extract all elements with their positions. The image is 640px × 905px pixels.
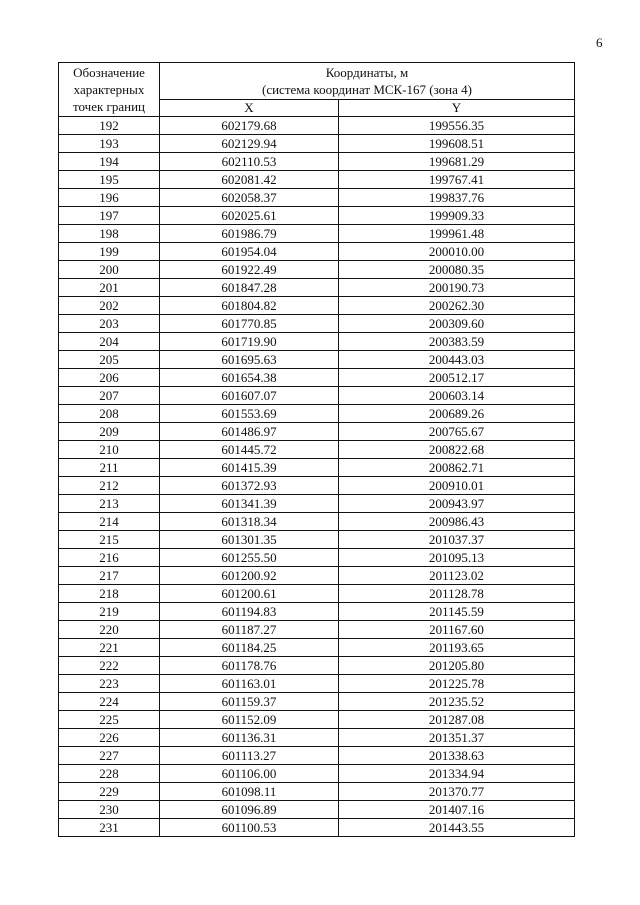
table-body <box>59 117 575 837</box>
point-number-cell: 225 <box>59 711 160 729</box>
table-row <box>59 459 575 477</box>
x-coordinate-cell: 601607.07 <box>160 387 339 405</box>
point-number-cell: 219 <box>59 603 160 621</box>
x-coordinate-cell: 601255.50 <box>160 549 339 567</box>
x-coordinate-cell: 601187.27 <box>160 621 339 639</box>
y-coordinate-cell: 200383.59 <box>339 333 575 351</box>
y-coordinate-cell: 200862.71 <box>339 459 575 477</box>
y-coordinate-cell: 201225.78 <box>339 675 575 693</box>
y-coordinate-cell: 200010.00 <box>339 243 575 261</box>
y-coordinate-cell: 200443.03 <box>339 351 575 369</box>
point-number-cell: 221 <box>59 639 160 657</box>
x-coordinate-cell: 601318.34 <box>160 513 339 531</box>
point-number-cell: 231 <box>59 819 160 837</box>
y-coordinate-cell: 201205.80 <box>339 657 575 675</box>
x-coordinate-cell: 601178.76 <box>160 657 339 675</box>
x-coordinate-cell: 601445.72 <box>160 441 339 459</box>
table-row <box>59 405 575 423</box>
point-number-cell: 222 <box>59 657 160 675</box>
table-row <box>59 819 575 837</box>
point-number-cell: 224 <box>59 693 160 711</box>
y-coordinate-cell: 200080.35 <box>339 261 575 279</box>
point-header-line-2: характерных <box>73 82 145 97</box>
y-coordinate-cell: 199556.35 <box>339 117 575 135</box>
point-number-cell: 230 <box>59 801 160 819</box>
y-coordinate-cell: 201167.60 <box>339 621 575 639</box>
y-coordinate-cell: 199909.33 <box>339 207 575 225</box>
y-coordinate-cell: 200689.26 <box>339 405 575 423</box>
point-number-cell: 202 <box>59 297 160 315</box>
x-coordinate-cell: 601770.85 <box>160 315 339 333</box>
x-coordinate-cell: 601986.79 <box>160 225 339 243</box>
y-coordinate-cell: 201338.63 <box>339 747 575 765</box>
x-coordinate-cell: 601553.69 <box>160 405 339 423</box>
table-row <box>59 333 575 351</box>
x-coordinate-cell: 602025.61 <box>160 207 339 225</box>
table-row <box>59 801 575 819</box>
point-number-cell: 205 <box>59 351 160 369</box>
y-coordinate-cell: 199681.29 <box>339 153 575 171</box>
point-number-cell: 217 <box>59 567 160 585</box>
point-number-cell: 227 <box>59 747 160 765</box>
point-number-cell: 210 <box>59 441 160 459</box>
y-coordinate-cell: 200822.68 <box>339 441 575 459</box>
y-coordinate-cell: 201193.65 <box>339 639 575 657</box>
x-coordinate-cell: 601922.49 <box>160 261 339 279</box>
x-coordinate-cell: 601159.37 <box>160 693 339 711</box>
table-row <box>59 225 575 243</box>
x-coordinate-cell: 601100.53 <box>160 819 339 837</box>
table-row <box>59 765 575 783</box>
point-number-cell: 194 <box>59 153 160 171</box>
point-number-cell: 211 <box>59 459 160 477</box>
point-number-cell: 223 <box>59 675 160 693</box>
point-number-cell: 208 <box>59 405 160 423</box>
table-row <box>59 351 575 369</box>
x-coordinate-cell: 601184.25 <box>160 639 339 657</box>
table-row <box>59 117 575 135</box>
point-number-cell: 226 <box>59 729 160 747</box>
y-coordinate-cell: 201287.08 <box>339 711 575 729</box>
y-coordinate-cell: 200765.67 <box>339 423 575 441</box>
y-coordinate-cell: 201407.16 <box>339 801 575 819</box>
x-coordinate-cell: 601096.89 <box>160 801 339 819</box>
y-coordinate-cell: 201123.02 <box>339 567 575 585</box>
table-row <box>59 243 575 261</box>
x-coordinate-cell: 601486.97 <box>160 423 339 441</box>
point-number-cell: 228 <box>59 765 160 783</box>
table-row <box>59 513 575 531</box>
point-designation-header <box>59 63 160 117</box>
point-number-cell: 203 <box>59 315 160 333</box>
x-coordinate-cell: 601695.63 <box>160 351 339 369</box>
x-coordinate-cell: 601200.92 <box>160 567 339 585</box>
x-coordinate-cell: 601301.35 <box>160 531 339 549</box>
table-row <box>59 135 575 153</box>
table-row <box>59 153 575 171</box>
x-coordinate-cell: 601113.27 <box>160 747 339 765</box>
table-row <box>59 747 575 765</box>
page-number: 6 <box>596 35 603 50</box>
point-number-cell: 229 <box>59 783 160 801</box>
table-row <box>59 477 575 495</box>
x-column-header: X <box>160 100 339 117</box>
point-number-cell: 207 <box>59 387 160 405</box>
table-row <box>59 621 575 639</box>
x-coordinate-cell: 601098.11 <box>160 783 339 801</box>
table-row <box>59 549 575 567</box>
y-coordinate-cell: 201351.37 <box>339 729 575 747</box>
point-number-cell: 206 <box>59 369 160 387</box>
point-number-cell: 209 <box>59 423 160 441</box>
table-row <box>59 297 575 315</box>
point-number-cell: 212 <box>59 477 160 495</box>
y-coordinate-cell: 200603.14 <box>339 387 575 405</box>
table-row <box>59 189 575 207</box>
table-row <box>59 423 575 441</box>
x-coordinate-cell: 601719.90 <box>160 333 339 351</box>
table-row <box>59 657 575 675</box>
coordinates-header-line-1: Координаты, м <box>325 65 409 80</box>
table-row <box>59 675 575 693</box>
point-number-cell: 192 <box>59 117 160 135</box>
table-row <box>59 441 575 459</box>
y-coordinate-cell: 201095.13 <box>339 549 575 567</box>
point-number-cell: 204 <box>59 333 160 351</box>
x-coordinate-cell: 601341.39 <box>160 495 339 513</box>
point-number-cell: 199 <box>59 243 160 261</box>
x-coordinate-cell: 601415.39 <box>160 459 339 477</box>
point-header-line-3: точек границ <box>72 99 146 114</box>
table-row <box>59 567 575 585</box>
y-coordinate-cell: 201370.77 <box>339 783 575 801</box>
x-coordinate-cell: 601194.83 <box>160 603 339 621</box>
point-number-cell: 215 <box>59 531 160 549</box>
x-coordinate-cell: 601200.61 <box>160 585 339 603</box>
point-number-cell: 195 <box>59 171 160 189</box>
x-coordinate-cell: 601163.01 <box>160 675 339 693</box>
x-coordinate-cell: 601847.28 <box>160 279 339 297</box>
x-coordinate-cell: 602081.42 <box>160 171 339 189</box>
x-coordinate-cell: 602179.68 <box>160 117 339 135</box>
x-coordinate-cell: 601372.93 <box>160 477 339 495</box>
point-number-cell: 214 <box>59 513 160 531</box>
table-row <box>59 207 575 225</box>
table-row <box>59 171 575 189</box>
table-row <box>59 387 575 405</box>
y-coordinate-cell: 200309.60 <box>339 315 575 333</box>
table-row <box>59 711 575 729</box>
table-row <box>59 261 575 279</box>
y-coordinate-cell: 199767.41 <box>339 171 575 189</box>
table-row <box>59 729 575 747</box>
x-coordinate-cell: 601152.09 <box>160 711 339 729</box>
point-number-cell: 213 <box>59 495 160 513</box>
x-coordinate-cell: 602110.53 <box>160 153 339 171</box>
table-row <box>59 315 575 333</box>
x-coordinate-cell: 601804.82 <box>160 297 339 315</box>
coordinates-table <box>58 62 575 837</box>
x-coordinate-cell: 601136.31 <box>160 729 339 747</box>
table-row <box>59 585 575 603</box>
y-coordinate-cell: 200262.30 <box>339 297 575 315</box>
table-row <box>59 639 575 657</box>
y-coordinate-cell: 200190.73 <box>339 279 575 297</box>
table-row <box>59 531 575 549</box>
y-coordinate-cell: 201334.94 <box>339 765 575 783</box>
table-row <box>59 783 575 801</box>
y-coordinate-cell: 200986.43 <box>339 513 575 531</box>
table-row <box>59 279 575 297</box>
y-coordinate-cell: 200910.01 <box>339 477 575 495</box>
point-number-cell: 197 <box>59 207 160 225</box>
x-coordinate-cell: 601654.38 <box>160 369 339 387</box>
y-coordinate-cell: 199608.51 <box>339 135 575 153</box>
table-row <box>59 693 575 711</box>
y-coordinate-cell: 200512.17 <box>339 369 575 387</box>
point-number-cell: 193 <box>59 135 160 153</box>
y-column-header: Y <box>339 100 575 117</box>
table-row <box>59 495 575 513</box>
y-coordinate-cell: 201235.52 <box>339 693 575 711</box>
y-coordinate-cell: 201128.78 <box>339 585 575 603</box>
point-number-cell: 200 <box>59 261 160 279</box>
table-row <box>59 603 575 621</box>
coordinates-header-line-2: (система координат МСК-167 (зона 4) <box>262 82 472 97</box>
coordinates-header <box>160 63 575 100</box>
point-number-cell: 218 <box>59 585 160 603</box>
y-coordinate-cell: 199961.48 <box>339 225 575 243</box>
table-row <box>59 369 575 387</box>
y-coordinate-cell: 201145.59 <box>339 603 575 621</box>
y-coordinate-cell: 200943.97 <box>339 495 575 513</box>
point-number-cell: 216 <box>59 549 160 567</box>
y-coordinate-cell: 201443.55 <box>339 819 575 837</box>
point-number-cell: 198 <box>59 225 160 243</box>
y-coordinate-cell: 201037.37 <box>339 531 575 549</box>
point-number-cell: 196 <box>59 189 160 207</box>
x-coordinate-cell: 602058.37 <box>160 189 339 207</box>
y-coordinate-cell: 199837.76 <box>339 189 575 207</box>
x-coordinate-cell: 601954.04 <box>160 243 339 261</box>
x-coordinate-cell: 602129.94 <box>160 135 339 153</box>
x-coordinate-cell: 601106.00 <box>160 765 339 783</box>
table-header-row <box>59 63 575 100</box>
point-number-cell: 220 <box>59 621 160 639</box>
point-header-line-1: Обозначение <box>73 65 145 80</box>
point-number-cell: 201 <box>59 279 160 297</box>
